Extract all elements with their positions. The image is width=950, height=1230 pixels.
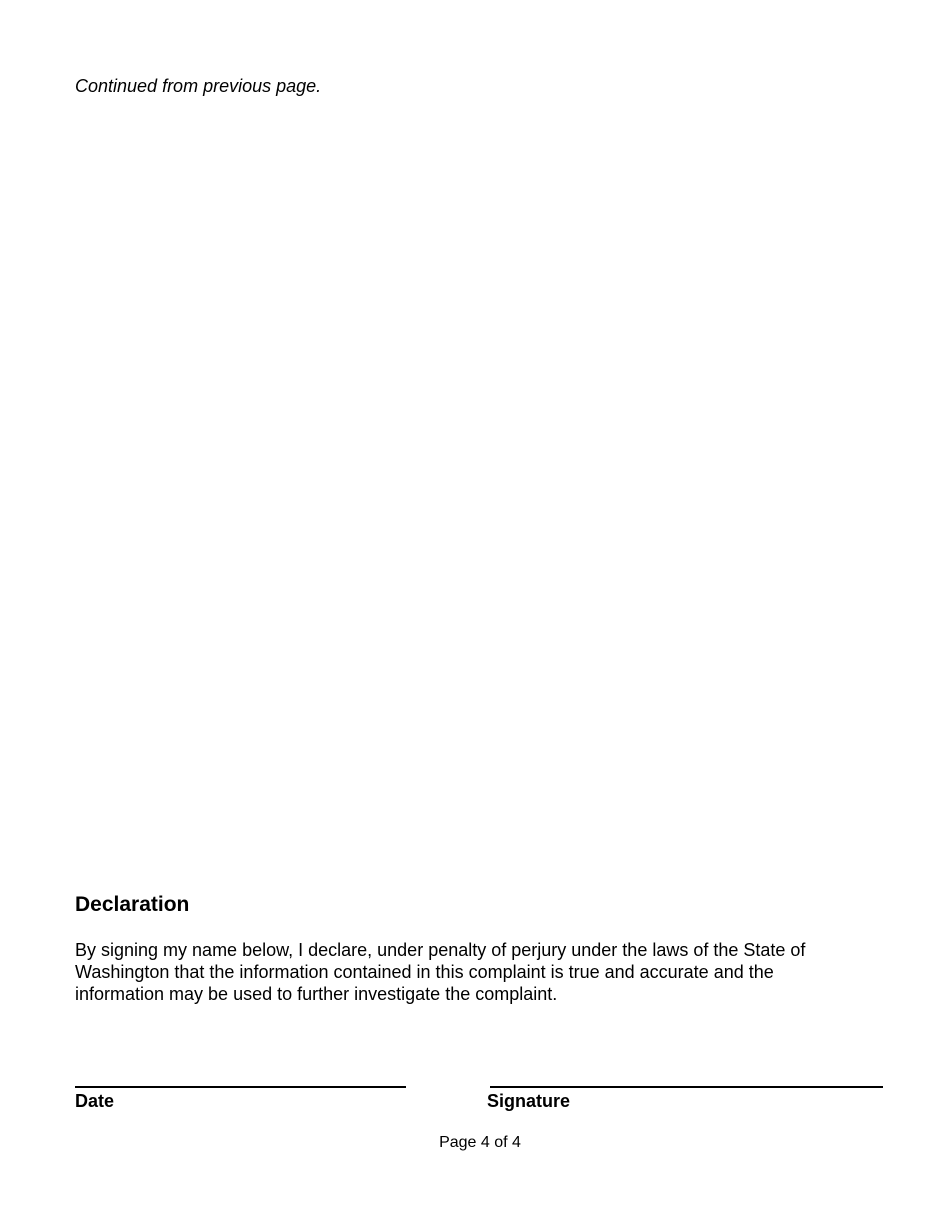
continued-note: Continued from previous page. — [75, 76, 322, 96]
declaration-heading: Declaration — [75, 893, 190, 916]
signature-label: Signature — [487, 1091, 571, 1111]
declaration-text: By signing my name below, I declare, under penalty of perjury under the laws of the State of Washington that the information contained in this complaint is true and accurate and the information may be used to further investigate the complaint. — [75, 940, 806, 1004]
page-number: Page 4 of 4 — [439, 1134, 521, 1151]
date-label: Date — [75, 1091, 115, 1111]
signature-line[interactable] — [490, 1086, 883, 1088]
date-line[interactable] — [75, 1086, 406, 1088]
